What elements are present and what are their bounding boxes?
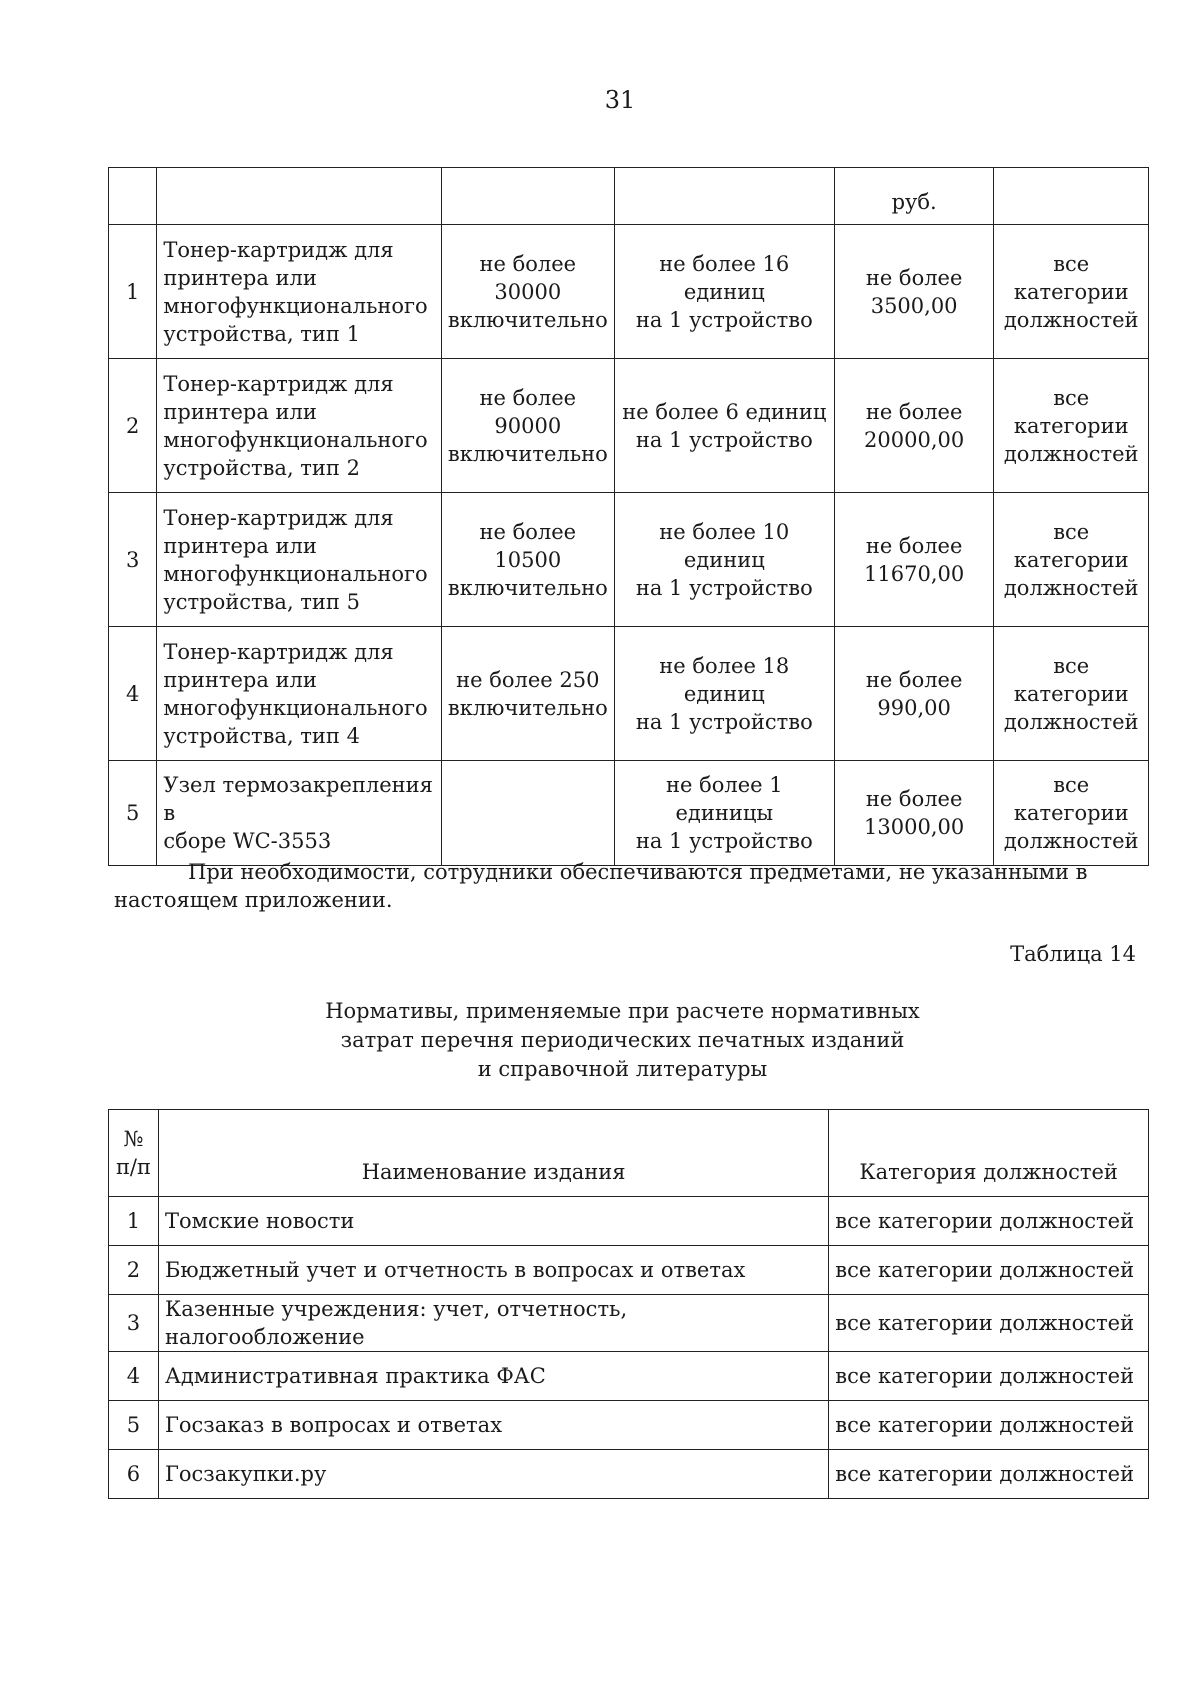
position-category: все категории должностей xyxy=(994,225,1149,359)
note-paragraph xyxy=(114,858,1154,914)
table-header-continuation xyxy=(109,168,1149,225)
publication-name: Томские новости xyxy=(158,1197,828,1246)
row-number: 6 xyxy=(109,1450,159,1499)
heading-line: и справочной литературы xyxy=(477,1057,768,1081)
table-row xyxy=(109,225,1149,359)
quantity-limit: не более 10 единиц на 1 устройство xyxy=(614,493,834,627)
position-category: все категории должностей xyxy=(829,1352,1149,1401)
table-row xyxy=(109,359,1149,493)
position-category: все категории должностей xyxy=(829,1450,1149,1499)
row-number: 3 xyxy=(109,493,157,627)
quantity-limit: не более 1 единицы на 1 устройство xyxy=(614,761,834,866)
resource-limit xyxy=(441,761,614,866)
table-row xyxy=(109,761,1149,866)
position-category: все категории должностей xyxy=(994,761,1149,866)
heading-line: Нормативы, применяемые при расчете нормативных xyxy=(325,999,920,1023)
row-number: 1 xyxy=(109,1197,159,1246)
price-limit: не более 3500,00 xyxy=(834,225,994,359)
table-label: Таблица 14 xyxy=(1010,942,1136,966)
page-number: 31 xyxy=(604,86,636,114)
position-category: все категории должностей xyxy=(829,1246,1149,1295)
publication-name: Госзакупки.ру xyxy=(158,1450,828,1499)
row-number: 3 xyxy=(109,1295,159,1352)
quantity-limit: не более 18 единиц на 1 устройство xyxy=(614,627,834,761)
table-row xyxy=(109,1246,1149,1295)
publication-name: Бюджетный учет и отчетность в вопросах и ответах xyxy=(158,1246,828,1295)
row-number: 2 xyxy=(109,1246,159,1295)
resource-limit: не более 250 включительно xyxy=(441,627,614,761)
item-name: Тонер-картридж для принтера или многофункционального устройства, тип 5 xyxy=(157,493,441,627)
position-category: все категории должностей xyxy=(829,1295,1149,1352)
price-limit: не более 11670,00 xyxy=(834,493,994,627)
num-header: № п/п xyxy=(109,1110,159,1197)
row-number: 5 xyxy=(109,1401,159,1450)
row-number: 4 xyxy=(109,627,157,761)
row-number: 2 xyxy=(109,359,157,493)
table-row xyxy=(109,627,1149,761)
quantity-limit: не более 16 единиц на 1 устройство xyxy=(614,225,834,359)
name-header: Наименование издания xyxy=(158,1110,828,1197)
position-category: все категории должностей xyxy=(994,627,1149,761)
heading-line: затрат перечня периодических печатных изданий xyxy=(340,1028,905,1052)
row-number: 1 xyxy=(109,225,157,359)
table-row xyxy=(109,493,1149,627)
unit-label: руб. xyxy=(834,168,994,225)
note-text: При необходимости, сотрудники обеспечиваются предметами, не указанными в настоящем приложении. xyxy=(114,860,1088,912)
publications-table xyxy=(108,1109,1149,1499)
item-name: Тонер-картридж для принтера или многофункционального устройства, тип 1 xyxy=(157,225,441,359)
publication-name: Административная практика ФАС xyxy=(158,1352,828,1401)
position-category: все категории должностей xyxy=(994,359,1149,493)
resource-limit: не более 90000 включительно xyxy=(441,359,614,493)
table-row xyxy=(109,1450,1149,1499)
position-category: все категории должностей xyxy=(994,493,1149,627)
price-limit: не более 990,00 xyxy=(834,627,994,761)
row-number: 5 xyxy=(109,761,157,866)
item-name: Тонер-картридж для принтера или многофункционального устройства, тип 4 xyxy=(157,627,441,761)
resource-limit: не более 30000 включительно xyxy=(441,225,614,359)
price-limit: не более 20000,00 xyxy=(834,359,994,493)
publication-name: Казенные учреждения: учет, отчетность, налогообложение xyxy=(158,1295,828,1352)
row-number: 4 xyxy=(109,1352,159,1401)
table-row xyxy=(109,1401,1149,1450)
position-category: все категории должностей xyxy=(829,1197,1149,1246)
quantity-limit: не более 6 единиц на 1 устройство xyxy=(614,359,834,493)
table-header-row xyxy=(109,1110,1149,1197)
equipment-norms-table xyxy=(108,167,1149,866)
category-header: Категория должностей xyxy=(829,1110,1149,1197)
price-limit: не более 13000,00 xyxy=(834,761,994,866)
table-row xyxy=(109,1197,1149,1246)
item-name: Узел термозакрепления в сборе WC-3553 xyxy=(157,761,441,866)
table-row xyxy=(109,1295,1149,1352)
item-name: Тонер-картридж для принтера или многофункционального устройства, тип 2 xyxy=(157,359,441,493)
position-category: все категории должностей xyxy=(829,1401,1149,1450)
resource-limit: не более 10500 включительно xyxy=(441,493,614,627)
table-row xyxy=(109,1352,1149,1401)
publication-name: Госзаказ в вопросах и ответах xyxy=(158,1401,828,1450)
table-heading xyxy=(0,997,1200,1084)
